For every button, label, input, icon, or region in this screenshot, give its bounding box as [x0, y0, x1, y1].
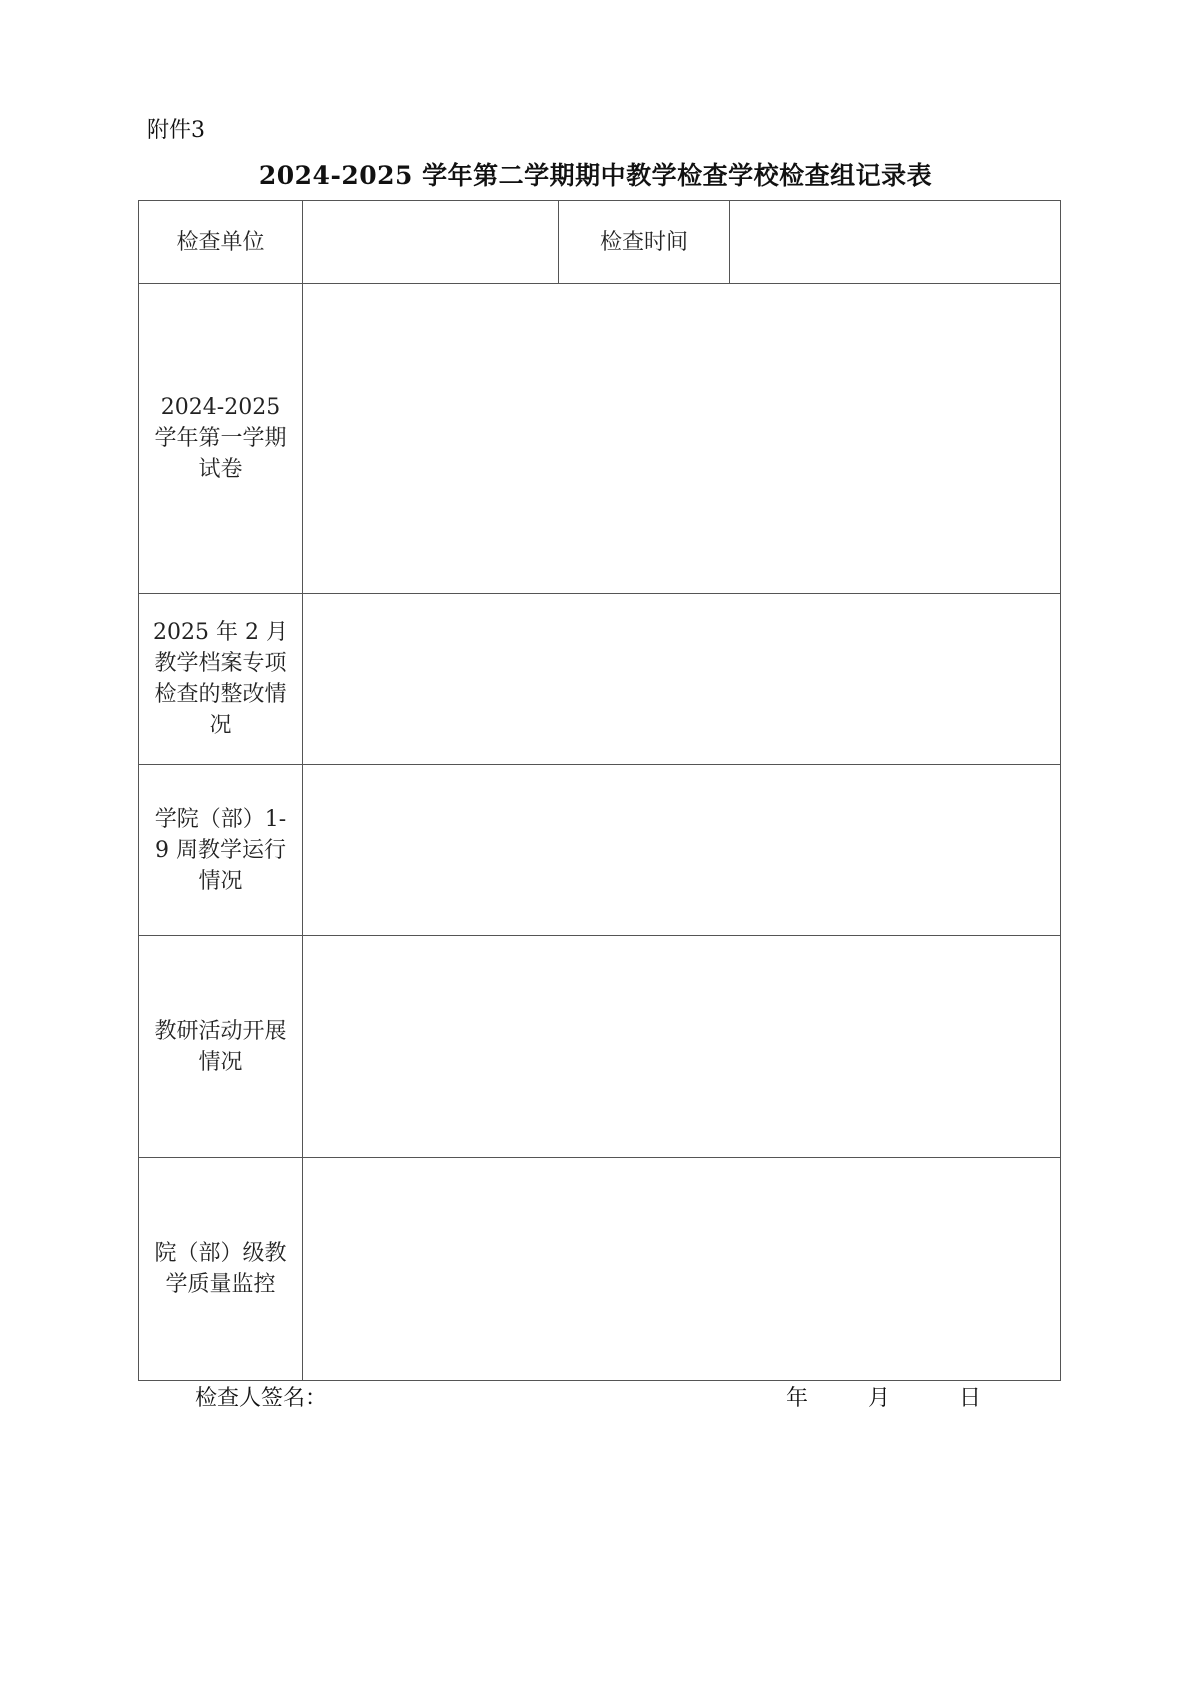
teaching-operation-field[interactable]: [303, 765, 1061, 936]
time-label: 检查时间: [559, 201, 730, 284]
table-row: [139, 1158, 1061, 1381]
header-row: [139, 201, 1061, 284]
research-activities-field[interactable]: [303, 936, 1061, 1158]
table-row: [139, 284, 1061, 594]
inspection-record-table: [138, 200, 1061, 1381]
row-label-teaching-operation: 学院（部）1-9 周教学运行情况: [139, 765, 303, 936]
exam-papers-field[interactable]: [303, 284, 1061, 594]
signature-label: 检查人签名：: [195, 1386, 328, 1411]
row-label-exam-papers: 2024-2025 学年第一学期试卷: [139, 284, 303, 594]
date-month-label: 月: [868, 1386, 891, 1411]
archive-rectification-field[interactable]: [303, 594, 1061, 765]
table-row: [139, 765, 1061, 936]
date-day-label: 日: [959, 1386, 982, 1411]
attachment-label: 附件3: [147, 118, 205, 143]
document-title: 2024-2025 学年第二学期期中教学检查学校检查组记录表: [258, 161, 933, 190]
row-label-quality-monitoring: 院（部）级教学质量监控: [139, 1158, 303, 1381]
quality-monitoring-field[interactable]: [303, 1158, 1061, 1381]
unit-label: 检查单位: [139, 201, 303, 284]
time-input[interactable]: [730, 201, 1061, 284]
date-year-label: 年: [786, 1386, 809, 1411]
unit-input[interactable]: [303, 201, 559, 284]
table-row: [139, 594, 1061, 765]
row-label-archive-rectification: 2025 年 2 月教学档案专项检查的整改情况: [139, 594, 303, 765]
table-row: [139, 936, 1061, 1158]
row-label-research-activities: 教研活动开展情况: [139, 936, 303, 1158]
